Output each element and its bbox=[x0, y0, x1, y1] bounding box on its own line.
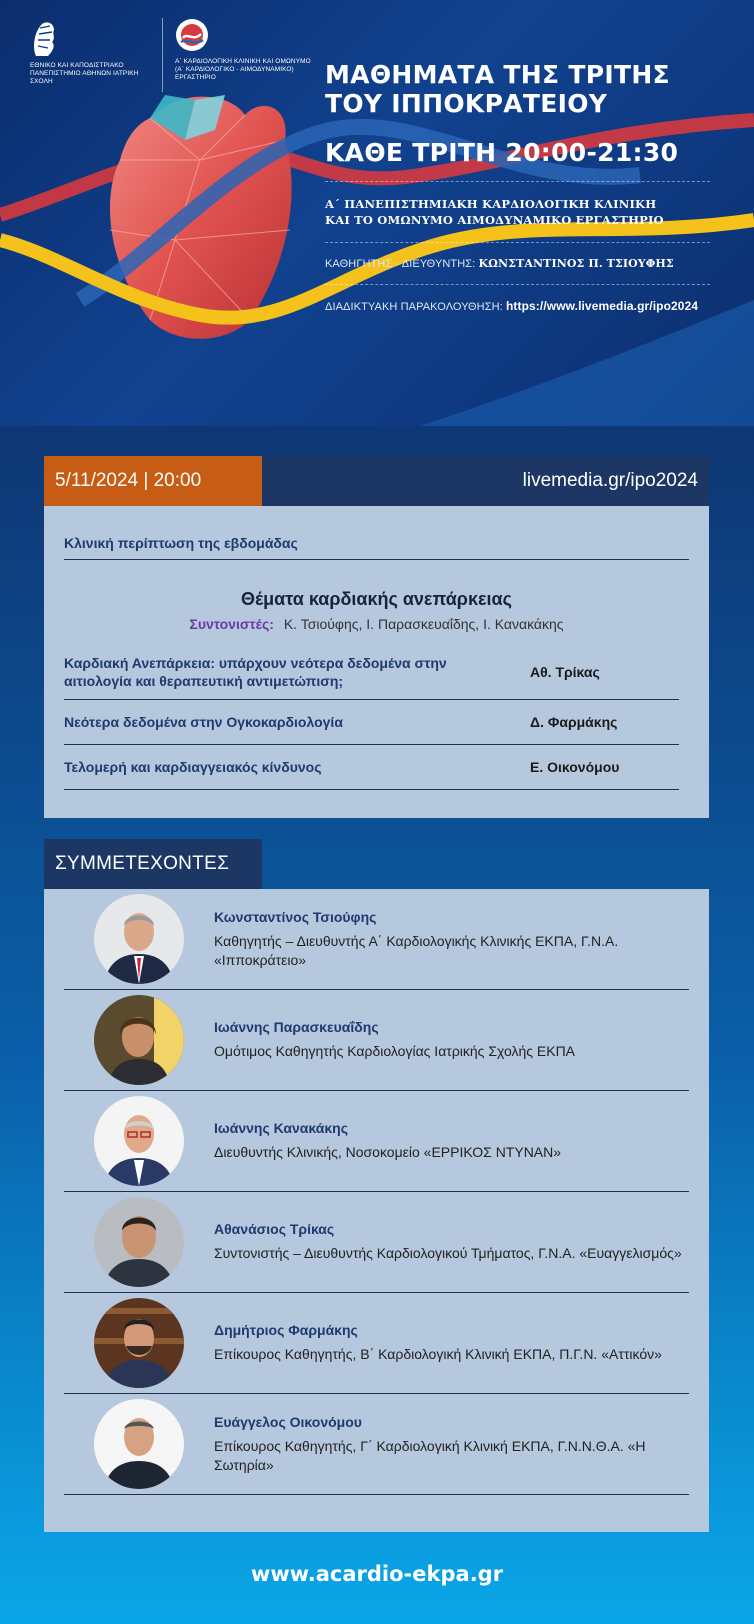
program-date: 5/11/2024 | 20:00 bbox=[44, 456, 262, 506]
participants-list bbox=[44, 889, 709, 1532]
university-logo-text: ΕΘΝΙΚΟ ΚΑΙ ΚΑΠΟΔΙΣΤΡΙΑΚΟ ΠΑΝΕΠΙΣΤΗΜΙΟ ΑΘΗΝΩΝ ΙΑΤΡΙΚΗ ΣΧΟΛΗ bbox=[30, 62, 139, 85]
clinic-name bbox=[325, 196, 710, 228]
talk-row bbox=[64, 745, 679, 790]
participant-role: Συντονιστής – Διευθυντής Καρδιολογικού Τμήματος, Γ.Ν.Α. «Ευαγγελισμός» bbox=[214, 1245, 682, 1261]
main-title bbox=[325, 60, 710, 118]
program-body bbox=[44, 506, 709, 818]
participants-card bbox=[44, 839, 709, 1532]
avatar bbox=[94, 1298, 184, 1388]
schedule: ΚΑΘΕ ΤΡΙΤΗ 20:00-21:30 bbox=[325, 138, 679, 167]
avatar bbox=[94, 894, 184, 984]
participant-role: Επίκουρος Καθηγητής, Β΄ Καρδιολογική Κλινική ΕΚΠΑ, Π.Γ.Ν. «Αττικόν» bbox=[214, 1346, 662, 1362]
divider bbox=[325, 284, 710, 285]
stream-label: ΔΙΑΔΙΚΤΥΑΚΗ ΠΑΡΑΚΟΛΟΥΘΗΣΗ: bbox=[325, 301, 503, 313]
participant-name: Ιωάννης Κανακάκης bbox=[214, 1120, 348, 1136]
program-card bbox=[44, 456, 709, 818]
participant-item bbox=[64, 1394, 689, 1495]
talk-speaker: Αθ. Τρίκας bbox=[530, 663, 600, 680]
avatar bbox=[94, 1197, 184, 1287]
main-title-line2: ΤΟΥ ΙΠΠΟΚΡΑΤΕΙΟΥ bbox=[325, 89, 608, 118]
director-line bbox=[325, 257, 710, 270]
talk-speaker: Ε. Οικονόμου bbox=[530, 759, 620, 775]
avatar bbox=[94, 1399, 184, 1489]
participant-item bbox=[64, 1091, 689, 1192]
participant-item bbox=[64, 1192, 689, 1293]
participant-item bbox=[64, 990, 689, 1091]
clinic-name-line2: ΚΑΙ ΤΟ ΟΜΩΝΥΜΟ ΑΙΜΟΔΥΝΑΜΙΚΟ ΕΡΓΑΣΤΗΡΙΟ bbox=[325, 213, 664, 227]
participant-name: Ιωάννης Παρασκευαΐδης bbox=[214, 1019, 379, 1035]
divider bbox=[325, 181, 710, 182]
stream-link[interactable]: https://www.livemedia.gr/ipo2024 bbox=[505, 299, 699, 313]
university-logo bbox=[30, 18, 150, 92]
case-of-week-label: Κλινική περίπτωση της εβδομάδας bbox=[64, 535, 689, 560]
talk-row bbox=[64, 644, 679, 700]
participant-role: Καθηγητής – Διευθυντής Α΄ Καρδιολογικής Κλινικής ΕΚΠΑ, Γ.Ν.Α. «Ιπποκράτειο» bbox=[214, 932, 619, 968]
participant-item bbox=[64, 1293, 689, 1394]
header-banner bbox=[0, 0, 754, 426]
clinic-logo bbox=[175, 18, 315, 92]
clinic-name-line1: Α΄ ΠΑΝΕΠΙΣΤΗΜΙΑΚΗ ΚΑΡΔΙΟΛΟΓΙΚΗ ΚΛΙΝΙΚΗ bbox=[325, 197, 657, 211]
participant-role: Ομότιμος Καθηγητής Καρδιολογίας Ιατρικής Σχολής ΕΚΠΑ bbox=[214, 1043, 576, 1059]
participants-heading: ΣΥΜΜΕΤΕΧΟΝΤΕΣ bbox=[44, 839, 262, 889]
director-label: ΚΑΘΗΓΗΤΗΣ - ΔΙΕΥΘΥΝΤΗΣ: bbox=[325, 258, 476, 270]
logo-divider bbox=[162, 18, 163, 92]
talk-title: Καρδιακή Ανεπάρκεια: υπάρχουν νεότερα δεδομένα στην αιτιολογία και θεραπευτική αντιμετώπιση; bbox=[64, 654, 447, 689]
talk-title: Τελομερή και καρδιαγγειακός κίνδυνος bbox=[64, 759, 322, 775]
coordinators-label: Συντονιστές: bbox=[189, 616, 274, 632]
footer-website-link[interactable]: www.acardio-ekpa.gr bbox=[250, 1562, 504, 1586]
talk-title: Νεότερα δεδομένα στην Ογκοκαρδιολογία bbox=[64, 714, 343, 730]
session-topic: Θέματα καρδιακής ανεπάρκειας bbox=[241, 589, 512, 609]
talk-row bbox=[64, 700, 679, 745]
divider bbox=[325, 242, 710, 243]
director-name: ΚΩΝΣΤΑΝΤΙΝΟΣ Π. ΤΣΙΟΥΦΗΣ bbox=[478, 257, 674, 270]
participant-name: Δημήτριος Φαρμάκης bbox=[214, 1322, 358, 1338]
participant-role: Διευθυντής Κλινικής, Νοσοκομείο «ΕΡΡΙΚΟΣ ΝΤΥΝΑΝ» bbox=[214, 1144, 562, 1160]
clinic-emblem-icon bbox=[175, 18, 209, 52]
coordinators bbox=[64, 616, 689, 632]
participant-role: Επίκουρος Καθηγητής, Γ΄ Καρδιολογική Κλινική ΕΚΠΑ, Γ.Ν.Ν.Θ.Α. «Η Σωτηρία» bbox=[214, 1437, 646, 1473]
participant-name: Κωνσταντίνος Τσιούφης bbox=[214, 908, 377, 925]
participant-name: Ευάγγελος Οικονόμου bbox=[214, 1413, 362, 1430]
avatar bbox=[94, 1096, 184, 1186]
stream-line bbox=[325, 299, 710, 313]
athena-head-icon bbox=[30, 18, 58, 58]
program-header bbox=[44, 456, 709, 506]
participant-item bbox=[64, 889, 689, 990]
avatar bbox=[94, 995, 184, 1085]
clinic-logo-text: Α΄ ΚΑΡΔΙΟΛΟΓΙΚΗ ΚΛΙΝΙΚΗ ΚΑΙ ΟΜΩΝΥΜΟ (Α΄ ΚΑΡΔΙΟΛΟΓΙΚΟ - ΑΙΜΟΔΥΝΑΜΙΚΟ) ΕΡΓΑΣΤΗΡΙΟ bbox=[175, 58, 311, 81]
main-title-line1: ΜΑΘΗΜΑΤΑ ΤΗΣ ΤΡΙΤΗΣ bbox=[325, 60, 670, 89]
coordinators-names: Κ. Τσιούφης, Ι. Παρασκευαΐδης, Ι. Κανακάκης bbox=[283, 616, 564, 632]
participant-name: Αθανάσιος Τρίκας bbox=[214, 1221, 335, 1237]
talk-speaker: Δ. Φαρμάκης bbox=[530, 714, 618, 730]
program-url-link[interactable]: livemedia.gr/ipo2024 bbox=[522, 470, 698, 491]
